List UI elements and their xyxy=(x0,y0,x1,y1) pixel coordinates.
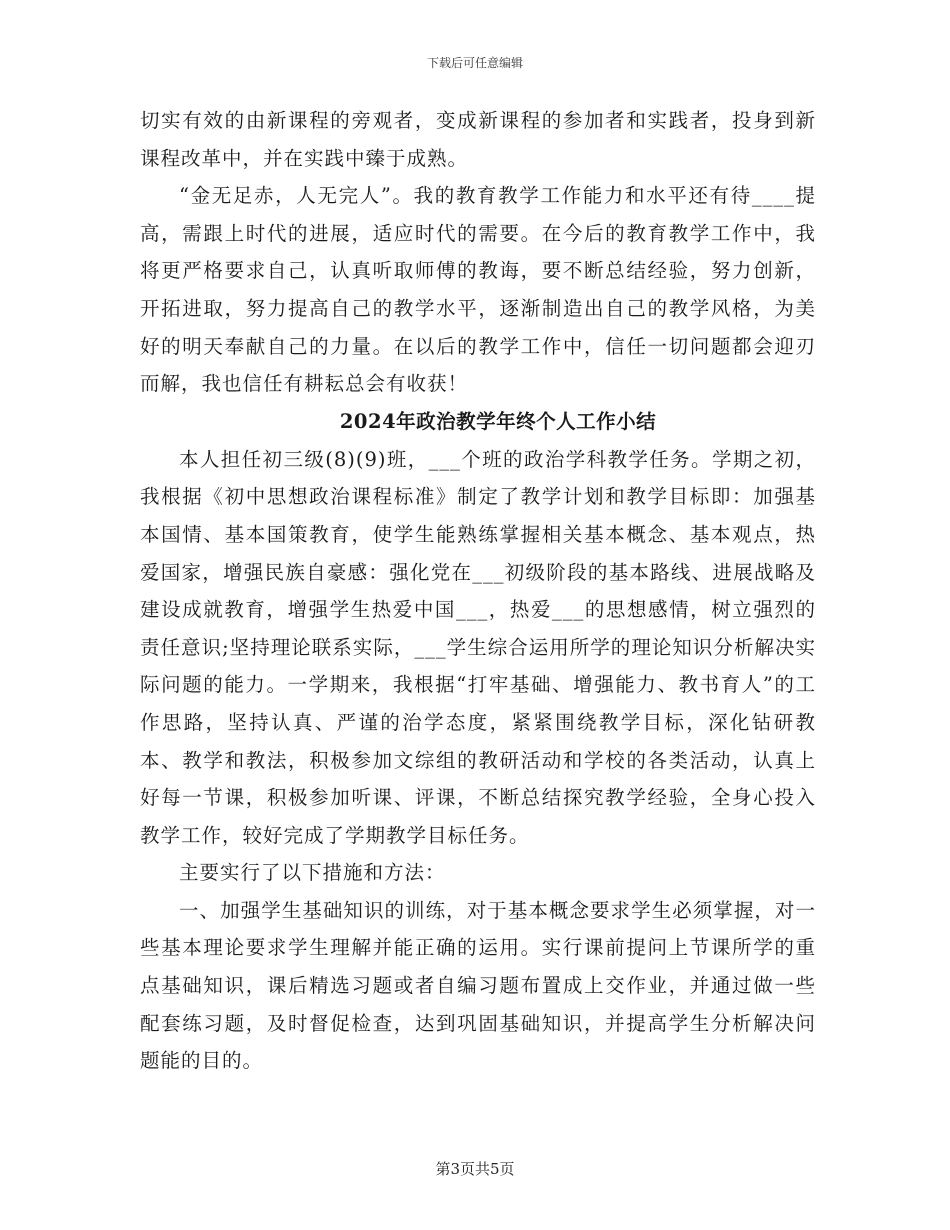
paragraph: 本人担任初三级(8)(9)班，___个班的政治学科教学任务。学期之初，我根据《初中思想政治课程标准》制定了教学计划和教学目标即：加强基本国情、基本国策教育，使学生能熟练掌握相关基本概念、基本观点，热爱国家，增强民族自豪感：强化党在___初级阶段的基本路线、进展战略及建设成就教育，增强学生热爱中国___，热爱___的思想感情，树立强烈的责任意识;坚持理论联系实际，___学生综合运用所学的理论知识分析解决实际问题的能力。一学期来，我根据“打牢基础、增强能力、教书育人”的工作思路，坚持认真、严谨的治学态度，紧紧围绕教学目标，深化钻研教本、教学和教法，积极参加文综组的教研活动和学校的各类活动，认真上好每一节课，积极参加听课、评课，不断总结探究教学经验，全身心投入教学工作，较好完成了学期教学目标任务。 xyxy=(140,447,816,847)
section-title: 2024年政治教学年终个人工作小结 xyxy=(339,409,657,433)
paragraph: 一、加强学生基础知识的训练，对于基本概念要求学生必须掌握，对一些基本理论要求学生理解并能正确的运用。实行课前提问上节课所学的重点基础知识，课后精选习题或者自编习题布置成上交作业，并通过做一些配套练习题，及时督促检查，达到巩固基础知识，并提高学生分析解决问题能的目的。 xyxy=(140,898,816,1073)
page-header: 下载后可任意编辑 xyxy=(426,56,523,70)
paragraph: 切实有效的由新课程的旁观者，变成新课程的参加者和实践者，投身到新课程改革中，并在实践中臻于成熟。 xyxy=(140,109,816,170)
document-body xyxy=(140,102,816,1080)
paragraph: 主要实行了以下措施和方法： xyxy=(179,861,446,885)
paragraph: “金无足赤，人无完人”。我的教育教学工作能力和水平还有待____提高，需跟上时代的进展，适应时代的需要。在今后的教育教学工作中，我将更严格要求自己，认真听取师傅的教诲，要不断总结经验，努力创新，开拓进取，努力提高自己的教学水平，逐渐制造出自己的教学风格，为美好的明天奉献自己的力量。在以后的教学工作中，信任一切问题都会迎刃而解，我也信任有耕耘总会有收获！ xyxy=(140,184,816,396)
page-footer: 第3页共5页 xyxy=(435,1160,515,1178)
